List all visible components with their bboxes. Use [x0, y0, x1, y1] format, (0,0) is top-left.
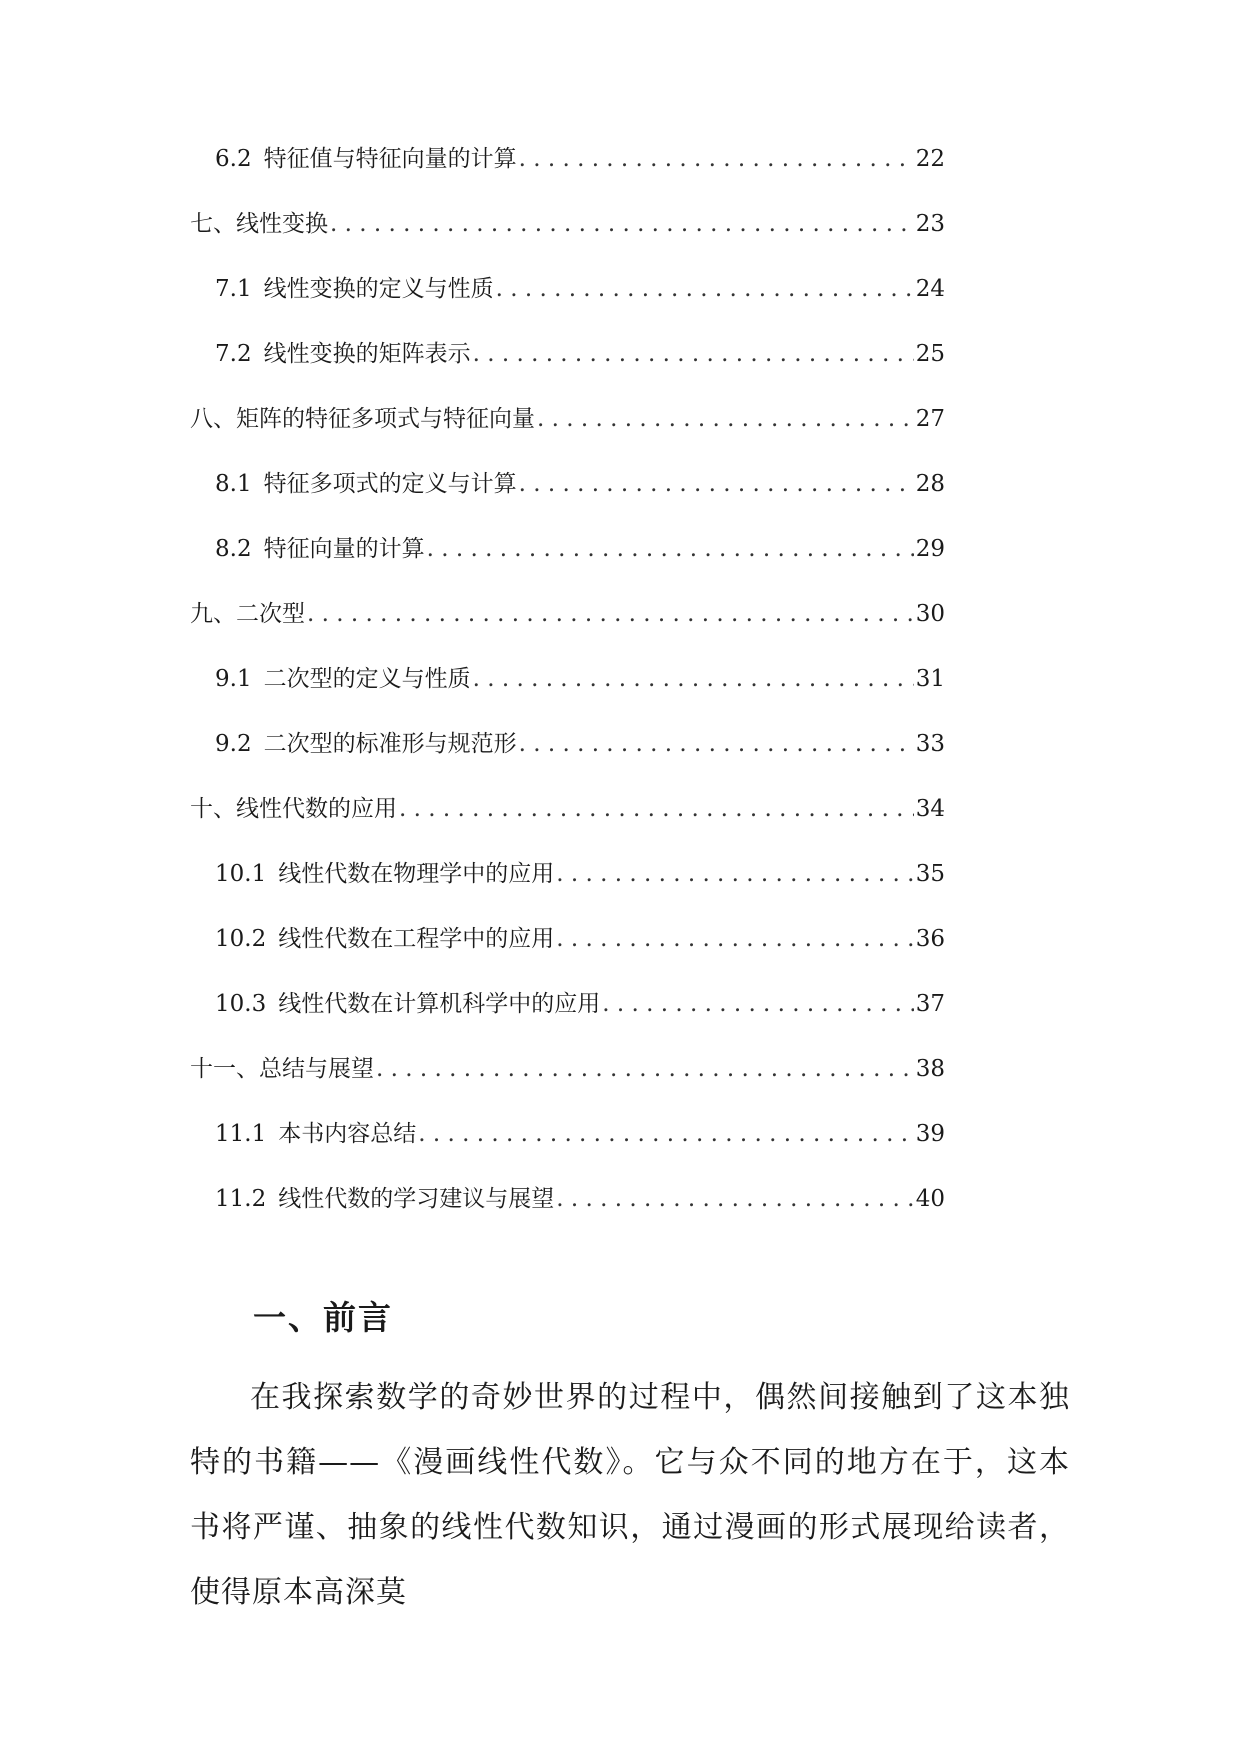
toc-entry-page: 23	[915, 211, 945, 237]
toc-entry-title: 十、线性代数的应用	[190, 796, 397, 822]
table-of-contents	[190, 144, 945, 1249]
toc-entry[interactable]	[190, 469, 945, 534]
toc-leader-dots	[473, 664, 914, 694]
toc-leader-dots	[473, 339, 914, 369]
toc-leader-dots	[556, 924, 914, 954]
toc-entry[interactable]	[190, 1119, 945, 1184]
toc-leader-dots	[537, 404, 914, 434]
toc-leader-dots	[427, 534, 914, 564]
toc-entry[interactable]	[190, 144, 945, 209]
toc-entry-number: 8.2	[215, 536, 252, 562]
toc-entry[interactable]	[190, 1184, 945, 1249]
toc-entry-number: 9.1	[215, 666, 252, 692]
toc-entry-title: 本书内容总结	[278, 1121, 417, 1147]
toc-entry[interactable]	[190, 534, 945, 599]
toc-entry-title: 线性代数在物理学中的应用	[278, 861, 555, 887]
toc-entry-title: 线性变换的矩阵表示	[263, 341, 471, 367]
toc-leader-dots	[519, 729, 914, 759]
toc-entry-number: 11.1	[215, 1121, 267, 1147]
toc-leader-dots	[556, 1184, 914, 1214]
toc-entry-page: 33	[915, 731, 945, 757]
toc-entry[interactable]	[190, 404, 945, 469]
toc-entry-page: 30	[915, 601, 945, 627]
toc-leader-dots	[418, 1119, 914, 1149]
toc-entry-title: 特征值与特征向量的计算	[263, 146, 517, 172]
toc-leader-dots	[376, 1054, 914, 1084]
toc-entry[interactable]	[190, 1054, 945, 1119]
toc-entry-page: 25	[915, 341, 945, 367]
toc-entry-page: 28	[915, 471, 945, 497]
toc-entry[interactable]	[190, 859, 945, 924]
toc-entry[interactable]	[190, 599, 945, 664]
toc-entry-page: 34	[915, 796, 945, 822]
toc-leader-dots	[399, 794, 914, 824]
toc-entry-title: 线性代数在计算机科学中的应用	[278, 991, 601, 1017]
toc-entry-page: 27	[915, 406, 945, 432]
toc-entry-page: 29	[915, 536, 945, 562]
toc-entry[interactable]	[190, 794, 945, 859]
toc-entry-title: 线性代数的学习建议与展望	[278, 1186, 555, 1212]
toc-entry-number: 6.2	[215, 146, 252, 172]
toc-leader-dots	[519, 469, 914, 499]
toc-leader-dots	[519, 144, 914, 174]
toc-entry-page: 36	[915, 926, 945, 952]
toc-entry-title: 二次型的定义与性质	[263, 666, 471, 692]
toc-entry[interactable]	[190, 209, 945, 274]
toc-entry-number: 7.2	[215, 341, 252, 367]
toc-entry-title: 二次型的标准形与规范形	[263, 731, 517, 757]
toc-entry-title: 线性变换的定义与性质	[263, 276, 494, 302]
toc-entry-title: 特征多项式的定义与计算	[263, 471, 517, 497]
toc-leader-dots	[330, 209, 914, 239]
toc-entry[interactable]	[190, 274, 945, 339]
toc-leader-dots	[307, 599, 914, 629]
toc-entry-number: 8.1	[215, 471, 252, 497]
toc-entry-page: 35	[915, 861, 945, 887]
toc-leader-dots	[602, 989, 914, 1019]
toc-entry[interactable]	[190, 339, 945, 404]
toc-entry-title: 八、矩阵的特征多项式与特征向量	[190, 406, 535, 432]
toc-entry-page: 37	[915, 991, 945, 1017]
toc-entry-page: 24	[915, 276, 945, 302]
toc-entry-title: 十一、总结与展望	[190, 1056, 374, 1082]
toc-entry-title: 九、二次型	[190, 601, 305, 627]
toc-entry-title: 特征向量的计算	[263, 536, 425, 562]
toc-entry-number: 10.3	[215, 991, 267, 1017]
toc-entry-number: 7.1	[215, 276, 252, 302]
toc-entry-page: 40	[915, 1186, 945, 1212]
toc-entry-page: 39	[915, 1121, 945, 1147]
toc-entry[interactable]	[190, 729, 945, 794]
toc-entry-title: 七、线性变换	[190, 211, 328, 237]
toc-leader-dots	[556, 859, 914, 889]
toc-entry-number: 9.2	[215, 731, 252, 757]
section-heading: 一、前言	[253, 1298, 393, 1337]
toc-entry-page: 38	[915, 1056, 945, 1082]
body-paragraph: 在我探索数学的奇妙世界的过程中，偶然间接触到了这本独特的书籍——《漫画线性代数》。它与众不同的地方在于，这本书将严谨、抽象的线性代数知识，通过漫画的形式展现给读者，使得原本高深莫	[190, 1380, 1070, 1610]
toc-entry-number: 11.2	[215, 1186, 267, 1212]
toc-entry-page: 22	[915, 146, 945, 172]
toc-leader-dots	[496, 274, 914, 304]
toc-entry[interactable]	[190, 989, 945, 1054]
toc-entry[interactable]	[190, 664, 945, 729]
toc-entry[interactable]	[190, 924, 945, 989]
toc-entry-title: 线性代数在工程学中的应用	[278, 926, 555, 952]
toc-entry-number: 10.1	[215, 861, 267, 887]
toc-entry-number: 10.2	[215, 926, 267, 952]
toc-entry-page: 31	[915, 666, 945, 692]
